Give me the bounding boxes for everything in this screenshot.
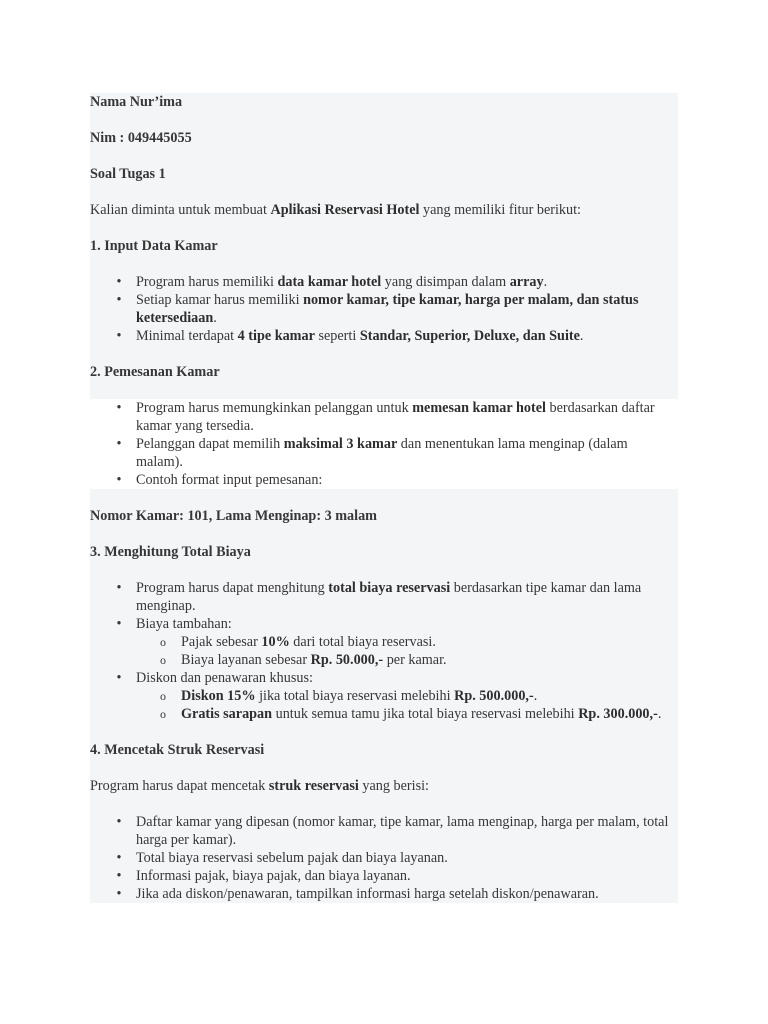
assignment-title: Soal Tugas 1	[90, 166, 166, 182]
bullet-icon: •	[116, 400, 122, 416]
sub-list	[136, 687, 678, 723]
bullet-icon: •	[116, 328, 122, 344]
list-item: • Program harus dapat menghitung total biaya reservasi berdasarkan tipe kamar dan lama menginap.	[90, 579, 678, 615]
list-item: • Total biaya reservasi sebelum pajak dan biaya layanan.	[90, 849, 678, 867]
sub-list	[136, 633, 678, 669]
list-item: • Contoh format input pemesanan:	[90, 471, 678, 489]
section-2-header	[90, 345, 678, 399]
circle-bullet-icon: o	[160, 689, 166, 703]
list-item: • Jika ada diskon/penawaran, tampilkan informasi harga setelah diskon/penawaran.	[90, 885, 678, 903]
bullet-icon: •	[116, 670, 122, 686]
student-name: Nama Nur’ima	[90, 94, 183, 110]
intro-paragraph: Kalian diminta untuk membuat Aplikasi Reservasi Hotel yang memiliki fitur berikut:	[90, 202, 581, 218]
list-item: • Informasi pajak, biaya pajak, dan biaya layanan.	[90, 867, 678, 885]
section-4-intro: Program harus dapat mencetak struk reservasi yang berisi:	[90, 778, 429, 794]
sub-list-item: o Gratis sarapan untuk semua tamu jika total biaya reservasi melebihi Rp. 300.000,-.	[160, 706, 662, 722]
bullet-icon: •	[116, 436, 122, 452]
section-4-title: 4. Mencetak Struk Reservasi	[90, 742, 265, 758]
list-item: • Pelanggan dapat memilih maksimal 3 kamar dan menentukan lama menginap (dalam malam).	[90, 435, 678, 471]
section-4-list	[90, 813, 678, 903]
section-2-example-block	[90, 489, 678, 579]
section-2-title: 2. Pemesanan Kamar	[90, 364, 220, 380]
bullet-icon: •	[116, 814, 122, 830]
example-input: Nomor Kamar: 101, Lama Menginap: 3 malam	[90, 508, 378, 524]
section-1-list	[90, 273, 678, 345]
student-nim: Nim : 049445055	[90, 130, 192, 146]
circle-bullet-icon: o	[160, 707, 166, 721]
section-3-title: 3. Menghitung Total Biaya	[90, 544, 251, 560]
bullet-icon: •	[116, 472, 122, 488]
list-item: • Biaya tambahan: o Pajak sebesar 10% dari total biaya reservasi. o Biaya layanan sebesar Rp. 50.000,- per kamar.	[90, 615, 678, 669]
list-item: • Setiap kamar harus memiliki nomor kamar, tipe kamar, harga per malam, dan status ketersediaan.	[90, 291, 678, 327]
section-1-title: 1. Input Data Kamar	[90, 238, 218, 254]
bullet-icon: •	[116, 292, 122, 308]
list-item: • Daftar kamar yang dipesan (nomor kamar, tipe kamar, lama menginap, harga per malam, total harga per kamar).	[90, 813, 678, 849]
sub-list-item: o Biaya layanan sebesar Rp. 50.000,- per kamar.	[160, 652, 447, 668]
section-3-list	[90, 579, 678, 723]
sub-list-item: o Diskon 15% jika total biaya reservasi melebihi Rp. 500.000,-.	[160, 688, 538, 704]
bullet-icon: •	[116, 274, 122, 290]
list-item: • Diskon dan penawaran khusus: o Diskon 15% jika total biaya reservasi melebihi Rp. 500.000,-. o Gratis sarapan untuk semua tamu jika total biaya reservasi melebihi Rp. 300.000,-.	[90, 669, 678, 723]
document-body	[90, 93, 678, 903]
header-block	[90, 93, 678, 273]
list-item: • Program harus memungkinkan pelanggan untuk memesan kamar hotel berdasarkan daftar kamar yang tersedia.	[90, 399, 678, 435]
circle-bullet-icon: o	[160, 635, 166, 649]
bullet-icon: •	[116, 580, 122, 596]
list-item: • Minimal terdapat 4 tipe kamar seperti Standar, Superior, Deluxe, dan Suite.	[90, 327, 678, 345]
list-item: • Program harus memiliki data kamar hotel yang disimpan dalam array.	[90, 273, 678, 291]
section-4-header	[90, 723, 678, 813]
circle-bullet-icon: o	[160, 653, 166, 667]
sub-list-item: o Pajak sebesar 10% dari total biaya reservasi.	[160, 634, 436, 650]
section-2-list	[90, 399, 678, 489]
bullet-icon: •	[116, 616, 122, 632]
bullet-icon: •	[116, 850, 122, 866]
bullet-icon: •	[116, 886, 122, 902]
bullet-icon: •	[116, 868, 122, 884]
